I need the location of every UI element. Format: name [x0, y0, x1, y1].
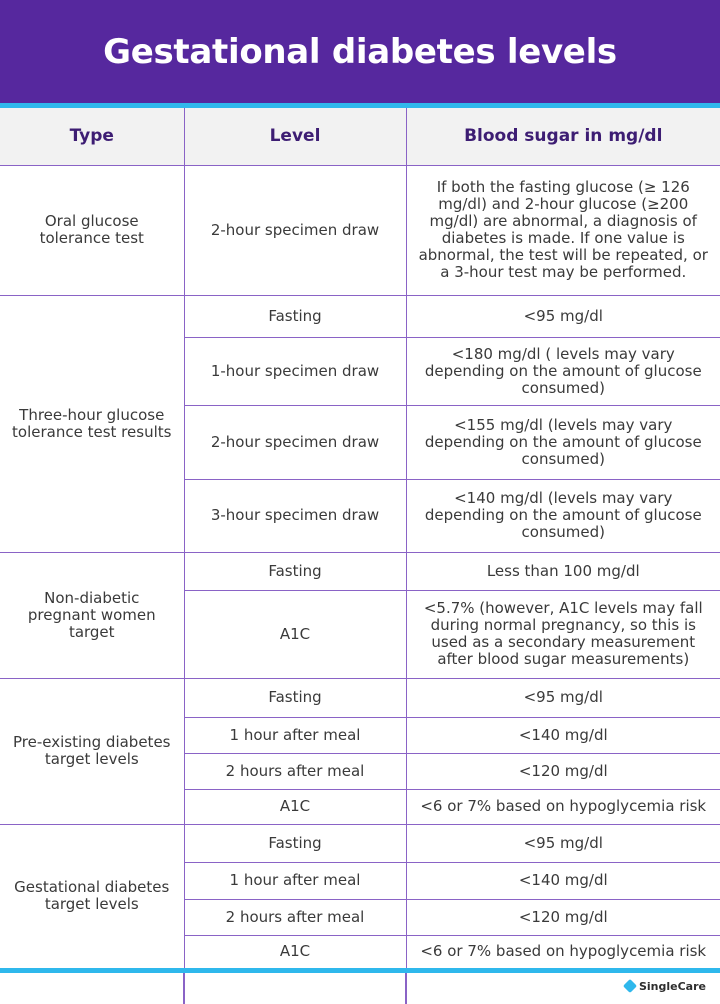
level-cell: Fasting — [184, 824, 406, 862]
footer-divider — [405, 973, 407, 1004]
brand-name: SingleCare — [638, 979, 706, 993]
table-row — [0, 165, 720, 295]
level-cell: 2-hour specimen draw — [184, 165, 406, 295]
value-cell: If both the fasting glucose (≥ 126 mg/dl) and 2-hour glucose (≥200 mg/dl) are abnormal, a diagnosis of diabetes is made. If one value is abnormal, the test will be repeated, or a 3-hour test may be performed. — [406, 165, 720, 295]
footer-divider — [183, 973, 185, 1004]
level-cell: 2-hour specimen draw — [184, 405, 406, 479]
value-cell: <95 mg/dl — [406, 678, 720, 717]
table-row — [0, 824, 720, 862]
table-row — [0, 678, 720, 717]
level-cell: 1-hour specimen draw — [184, 337, 406, 405]
table-row — [0, 295, 720, 337]
level-cell: 2 hours after meal — [184, 899, 406, 935]
value-cell: <120 mg/dl — [406, 899, 720, 935]
value-cell: Less than 100 mg/dl — [406, 552, 720, 590]
value-cell: <155 mg/dl (levels may vary depending on the amount of glucose consumed) — [406, 405, 720, 479]
level-cell: 1 hour after meal — [184, 862, 406, 899]
value-cell: <140 mg/dl (levels may vary depending on the amount of glucose consumed) — [406, 479, 720, 552]
type-cell: Pre-existing diabetes target levels — [0, 678, 184, 824]
levels-table — [0, 108, 720, 969]
value-cell: <180 mg/dl ( levels may vary depending on the amount of glucose consumed) — [406, 337, 720, 405]
page-title: Gestational diabetes levels — [103, 31, 617, 72]
value-cell: <6 or 7% based on hypoglycemia risk — [406, 789, 720, 824]
level-cell: A1C — [184, 935, 406, 968]
level-cell: 1 hour after meal — [184, 717, 406, 753]
level-cell: Fasting — [184, 295, 406, 337]
type-cell: Non-diabetic pregnant women target — [0, 552, 184, 678]
value-cell: <140 mg/dl — [406, 862, 720, 899]
level-cell: 3-hour specimen draw — [184, 479, 406, 552]
level-cell: A1C — [184, 590, 406, 678]
value-cell: <95 mg/dl — [406, 295, 720, 337]
brand-logo — [625, 977, 706, 995]
value-cell: <120 mg/dl — [406, 753, 720, 789]
level-cell: Fasting — [184, 678, 406, 717]
column-header-type: Type — [0, 108, 184, 165]
value-cell: <6 or 7% based on hypoglycemia risk — [420, 942, 707, 961]
table-header-row — [0, 108, 720, 165]
singlecare-diamond-icon — [623, 979, 637, 993]
level-cell: Fasting — [184, 552, 406, 590]
value-cell: <140 mg/dl — [406, 717, 720, 753]
value-cell: <95 mg/dl — [406, 824, 720, 862]
header-banner — [0, 0, 720, 103]
type-cell: Oral glucose tolerance test — [0, 165, 184, 295]
level-cell: 2 hours after meal — [184, 753, 406, 789]
footer-row — [0, 973, 720, 1004]
type-cell: Gestational diabetes target levels — [0, 824, 184, 968]
column-header-blood-sugar: Blood sugar in mg/dl — [406, 108, 720, 165]
level-cell: A1C — [184, 789, 406, 824]
value-cell: <5.7% (however, A1C levels may fall during normal pregnancy, so this is used as a secondary measurement after blood sugar measurements) — [406, 590, 720, 678]
column-header-level: Level — [184, 108, 406, 165]
table-row — [0, 552, 720, 590]
type-cell: Three-hour glucose tolerance test results — [0, 295, 184, 552]
